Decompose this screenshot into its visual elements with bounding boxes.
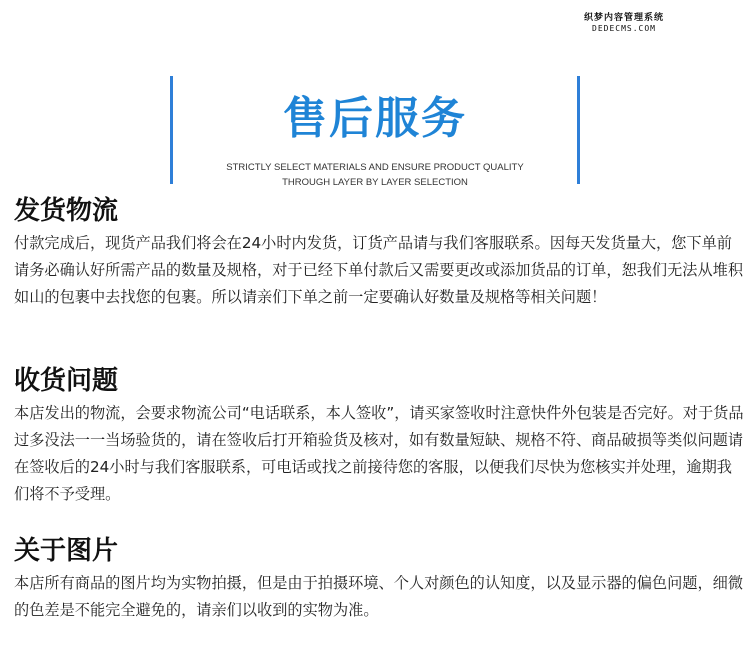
section-title: 关于图片 — [14, 536, 119, 566]
section-body: 本店所有商品的图片均为实物拍摄，但是由于拍摄环境、个人对颜色的认知度，以及显示器的偏色问题，细微的色差是不能完全避免的，请亲们以收到的实物为准。 — [14, 574, 743, 619]
banner-subtitle-line2: THROUGH LAYER BY LAYER SELECTION — [282, 177, 468, 188]
section-shipping — [14, 196, 744, 311]
section-body: 本店发出的物流，会要求物流公司“电话联系，本人签收”，请买家签收时注意快件外包装是否完好。对于货品过多没法一一当场验货的，请在签收后打开箱验货及核对，如有数量短缺、规格不符、商品破损等类似问题请在签收后的24小时与我们客服联系，可电话或找之前接待您的客服，以便我们尽快为您核实并处理，逾期我们将不予受理。 — [14, 404, 744, 503]
banner-subtitle-line1: STRICTLY SELECT MATERIALS AND ENSURE PRODUCT QUALITY — [226, 162, 524, 173]
watermark-logo — [584, 14, 664, 33]
section-body: 付款完成后，现货产品我们将会在24小时内发货，订货产品请与我们客服联系。因每天发货量大，您下单前请务必确认好所需产品的数量及规格，对于已经下单付款后又需要更改或添加货品的订单，恕我们无法从堆积如山的包裹中去找您的包裹。所以请亲们下单之前一定要确认好数量及规格等相关问题！ — [14, 234, 743, 306]
section-receiving — [14, 366, 744, 508]
page-title: 售后服务 — [283, 93, 467, 144]
section-images — [14, 536, 744, 624]
banner — [170, 76, 580, 188]
section-title: 发货物流 — [14, 196, 119, 226]
banner-subtitle — [170, 160, 580, 190]
section-title: 收货问题 — [14, 366, 119, 396]
watermark-en: DEDECMS.COM — [592, 24, 656, 33]
watermark-cn: 织梦内容管理系统 — [583, 13, 664, 23]
